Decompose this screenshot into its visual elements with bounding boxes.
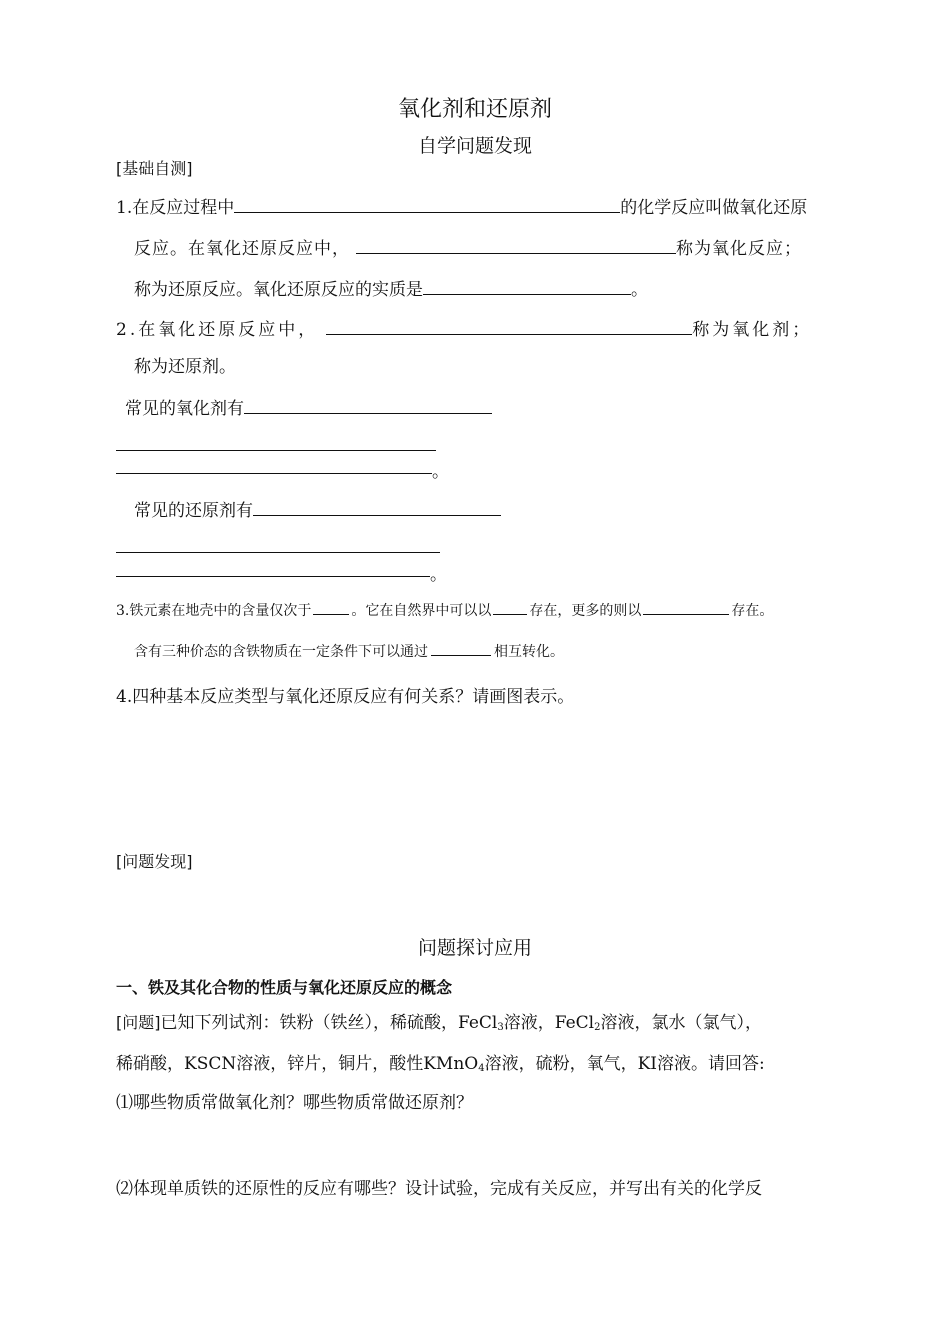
problem-text-2a: 稀硝酸，KSCN溶液，锌片，铜片，酸性KMnO: [116, 1054, 479, 1074]
problem-text-1c: 溶液，氯水（氯气），: [600, 1013, 762, 1033]
q3-line2: [134, 639, 564, 662]
reductants-label: 常见的还原剂有: [134, 501, 253, 521]
problem-text-2b: 溶液，硫粉，氧气，KI溶液。请回答:: [484, 1054, 765, 1074]
page-subtitle: 自学问题发现: [417, 135, 532, 157]
q3-text-a: 3.铁元素在地壳中的含量仅次于: [116, 603, 312, 619]
q1-line3: [134, 276, 648, 301]
q1-line2: [134, 235, 802, 260]
q3-text-b: 。它在自然界中可以以: [351, 603, 492, 619]
q3-text-d: 存在。: [731, 603, 774, 619]
q1-text-e: 称为还原反应。氧化还原反应的实质是: [134, 280, 423, 300]
part1-heading: 一、铁及其化合物的性质与氧化还原反应的概念: [116, 978, 453, 997]
oxidants-blank-1[interactable]: [244, 395, 492, 414]
problem-line1: [116, 1012, 762, 1039]
q2-line1: [116, 316, 812, 341]
oxidants-line: [125, 395, 492, 420]
q2-blank-1[interactable]: [326, 316, 692, 335]
q3-text-e: 含有三种价态的含铁物质在一定条件下可以通过: [134, 644, 428, 660]
reductants-blank-3[interactable]: [116, 576, 430, 577]
problem-text-1a: 已知下列试剂：铁粉（铁丝），稀硫酸，FeCl: [160, 1013, 498, 1033]
q1-text-a: 1.在反应过程中: [116, 198, 235, 218]
q1-blank-1[interactable]: [234, 194, 620, 213]
reductants-blank-1[interactable]: [253, 497, 501, 516]
reductants-end: 。: [430, 565, 447, 585]
q3-text-f: 相互转化。: [494, 644, 564, 660]
q2-text-a: 2.在氧化还原反应中，: [116, 320, 319, 340]
q3-blank-3[interactable]: [643, 598, 729, 615]
oxidants-blank-2[interactable]: [116, 450, 436, 451]
reductants-blank-2[interactable]: [116, 552, 440, 553]
q3-blank-2[interactable]: [493, 598, 527, 615]
page-title: 氧化剂和还原剂: [397, 97, 552, 122]
q3-line1: [116, 598, 773, 621]
heading-discussion: 问题探讨应用: [417, 937, 532, 959]
q1-blank-3[interactable]: [423, 276, 631, 295]
q1-text-d: 称为氧化反应；: [676, 239, 802, 259]
q1-line1: [116, 194, 807, 219]
q3-blank-4[interactable]: [431, 639, 491, 656]
subscript-3: 3: [497, 1022, 504, 1033]
section-problem-discovery: [问题发现]: [116, 852, 193, 871]
q1-text-f: 。: [631, 280, 648, 300]
oxidants-label: 常见的氧化剂有: [125, 399, 244, 419]
sub-question-2: ⑵体现单质铁的还原性的反应有哪些？设计试验，完成有关反应，并写出有关的化学反: [116, 1179, 762, 1199]
reductants-line: [134, 497, 501, 522]
q1-blank-2[interactable]: [356, 235, 676, 254]
q2-text-b: 称为氧化剂；: [692, 320, 813, 340]
subscript-2: 2: [594, 1022, 601, 1033]
problem-line2: [116, 1053, 765, 1080]
q1-text-c: 反应。在氧化还原反应中，: [134, 239, 350, 259]
problem-text-1b: 溶液，FeCl: [503, 1013, 595, 1033]
subscript-4: 4: [478, 1063, 485, 1074]
problem-tag: [问题]: [116, 1013, 161, 1032]
oxidants-end: 。: [432, 462, 449, 482]
q3-blank-1[interactable]: [313, 598, 349, 615]
q3-text-c: 存在，更多的则以: [529, 603, 642, 619]
oxidants-blank-3[interactable]: [116, 473, 432, 474]
q1-text-b: 的化学反应叫做氧化还原: [620, 198, 808, 218]
section-basic-test: [基础自测]: [116, 159, 193, 178]
q2-line2: 称为还原剂。: [134, 357, 236, 377]
sub-question-1: ⑴哪些物质常做氧化剂？哪些物质常做还原剂？: [116, 1093, 473, 1113]
q4-text: 4.四种基本反应类型与氧化还原反应有何关系？请画图表示。: [116, 687, 575, 707]
